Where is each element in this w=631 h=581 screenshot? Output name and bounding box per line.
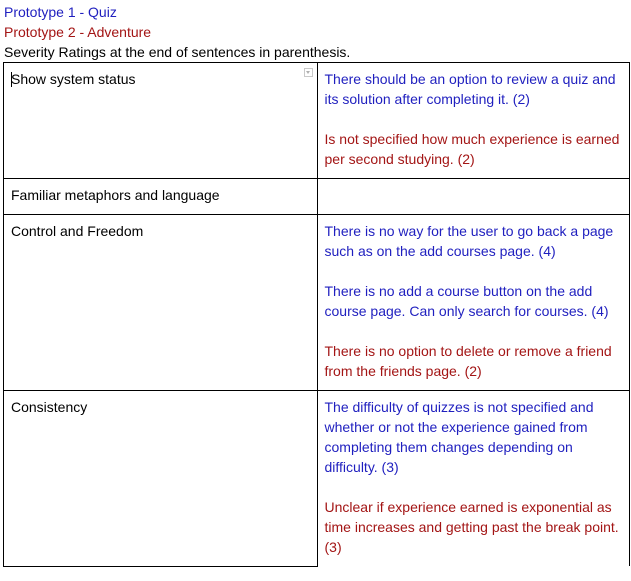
heuristic-label: Consistency	[11, 399, 88, 415]
heuristic-cell[interactable]	[4, 63, 318, 179]
heuristic-evaluation-table	[3, 62, 630, 567]
issue-text: There is no option to delete or remove a friend from the friends page. (2)	[324, 343, 612, 379]
prototype-2-legend: Prototype 2 - Adventure	[4, 24, 152, 40]
table-row	[4, 63, 630, 179]
severity-note: Severity Ratings at the end of sentences in parenthesis.	[4, 44, 351, 60]
dropdown-arrow-icon[interactable]	[304, 68, 313, 77]
heuristic-label: Control and Freedom	[11, 223, 144, 239]
issues-cell[interactable]	[317, 215, 630, 391]
issue-text: There is no way for the user to go back a page such as on the add courses page. (4)	[324, 223, 614, 259]
heuristic-cell[interactable]	[4, 215, 318, 391]
issues-cell[interactable]	[317, 391, 630, 567]
issues-cell[interactable]	[317, 179, 630, 215]
issue-text: Unclear if experience earned is exponential as time increases and getting past the break point. (3)	[324, 499, 619, 555]
heuristic-cell[interactable]	[4, 179, 318, 215]
issues-cell[interactable]	[317, 63, 630, 179]
issue-text: There is no add a course button on the add course page. Can only search for courses. (4)	[324, 283, 609, 319]
heuristic-cell[interactable]	[4, 391, 318, 567]
prototype-1-legend: Prototype 1 - Quiz	[4, 4, 117, 20]
table-row	[4, 215, 630, 391]
table-row	[4, 391, 630, 567]
heuristic-label: Show system status	[11, 71, 136, 87]
issue-text: The difficulty of quizzes is not specified and whether or not the experience gained from completing them changes depending on difficulty. (3)	[324, 399, 594, 475]
issue-text: Is not specified how much experience is earned per second studying. (2)	[324, 131, 620, 167]
issue-text: There should be an option to review a quiz and its solution after completing it. (2)	[324, 71, 616, 107]
heuristic-label: Familiar metaphors and language	[11, 187, 220, 203]
table-row	[4, 179, 630, 215]
